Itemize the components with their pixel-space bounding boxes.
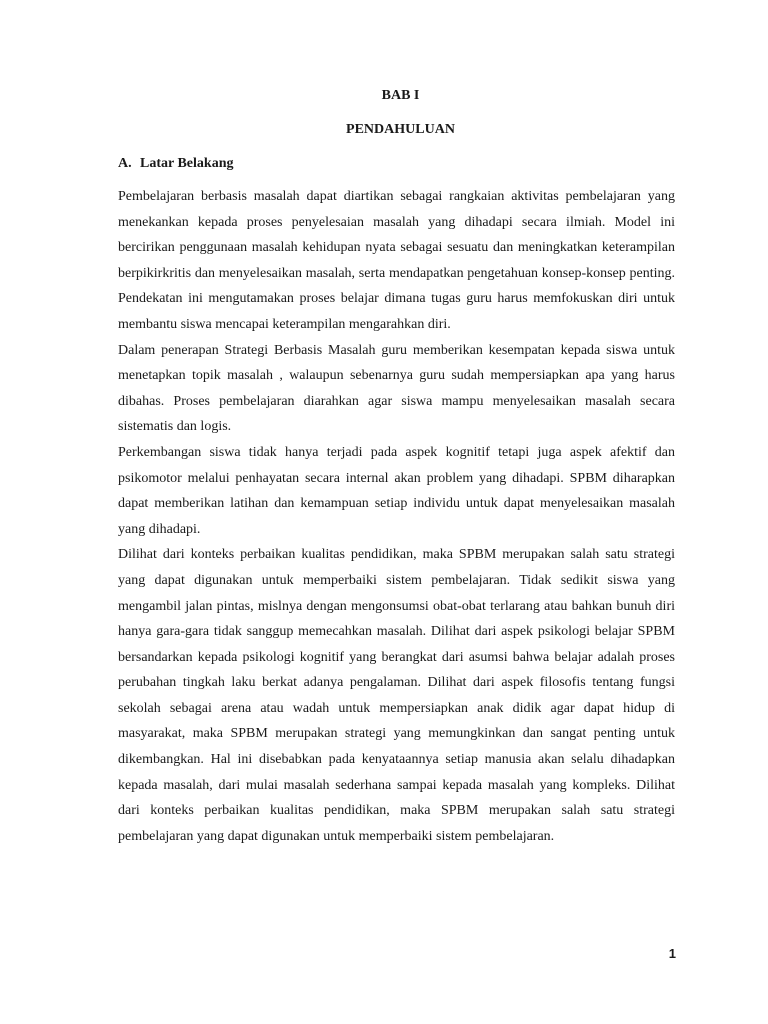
body-text [87, 184, 675, 849]
chapter-number: BAB I [381, 88, 420, 103]
paragraph-2: Dalam penerapan Strategi Berbasis Masalah guru memberikan kesempatan kepada siswa untuk menetapkan topik masalah , walaupun sebenarnya guru sudah mempersiapkan apa yang harus dibahas. Proses pembelajaran diarahkan agar siswa mampu menyelesaikan masalah secara sistematis dan logis. [118, 342, 675, 435]
section-marker: A. [118, 156, 132, 171]
page-content [118, 84, 675, 849]
chapter-title: PENDAHULUAN [346, 122, 455, 137]
paragraph-4: Dilihat dari konteks perbaikan kualitas pendidikan, maka SPBM merupakan salah satu strategi yang dapat digunakan untuk memperbaiki sistem pembelajaran. Tidak sedikit siswa yang mengambil jalan pintas, mislnya dengan mengonsumsi obat-obat terlarang atau bahkan bunuh diri hanya gara-gara tidak sanggup memecahkan masalah. Dilihat dari aspek psikologi belajar SPBM bersandarkan kepada psikologi kognitif yang berangkat dari asumsi bahwa belajar adalah proses perubahan tingkah laku berkat adanya pengalaman. Dilihat dari aspek filosofis tentang fungsi sekolah sebagai arena atau wadah untuk mempersiapkan anak didik agar dapat hidup di masyarakat, maka SPBM merupakan strategi yang memungkinkan dan sangat penting untuk dikembangkan. Hal ini disebabkan pada kenyataannya setiap manusia akan selalu dihadapkan kepada masalah, dari mulai masalah sederhana sampai kepada masalah yang kompleks. Dilihat dari konteks perbaikan kualitas pendidikan, maka SPBM merupakan salah satu strategi pembelajaran yang dapat digunakan untuk memperbaiki sistem pembelajaran. [118, 547, 675, 844]
section-heading [118, 154, 675, 174]
section-title: Latar Belakang [140, 156, 234, 171]
paragraph-1: Pembelajaran berbasis masalah dapat diartikan sebagai rangkaian aktivitas pembelajaran yang menekankan kepada proses penyelesaian masalah yang dihadapi secara ilmiah. Model ini bercirikan penggunaan masalah kehidupan nyata sebagai sesuatu dan meningkatkan keterampilan berpikirkritis dan menyelesaikan masalah, serta mendapatkan pengetahuan konsep-konsep penting. Pendekatan ini mengutamakan proses belajar dimana tugas guru harus memfokuskan diri untuk membantu siswa mencapai keterampilan mengarahkan diri. [118, 189, 675, 332]
page-number: 1 [668, 946, 676, 961]
paragraph-3: Perkembangan siswa tidak hanya terjadi pada aspek kognitif tetapi juga aspek afektif dan psikomotor melalui penhayatan secara internal akan problem yang dihadapi. SPBM diharapkan dapat memberikan latihan dan kemampuan setiap individu untuk dapat menyelesaikan masalah yang dihadapi. [118, 444, 675, 537]
